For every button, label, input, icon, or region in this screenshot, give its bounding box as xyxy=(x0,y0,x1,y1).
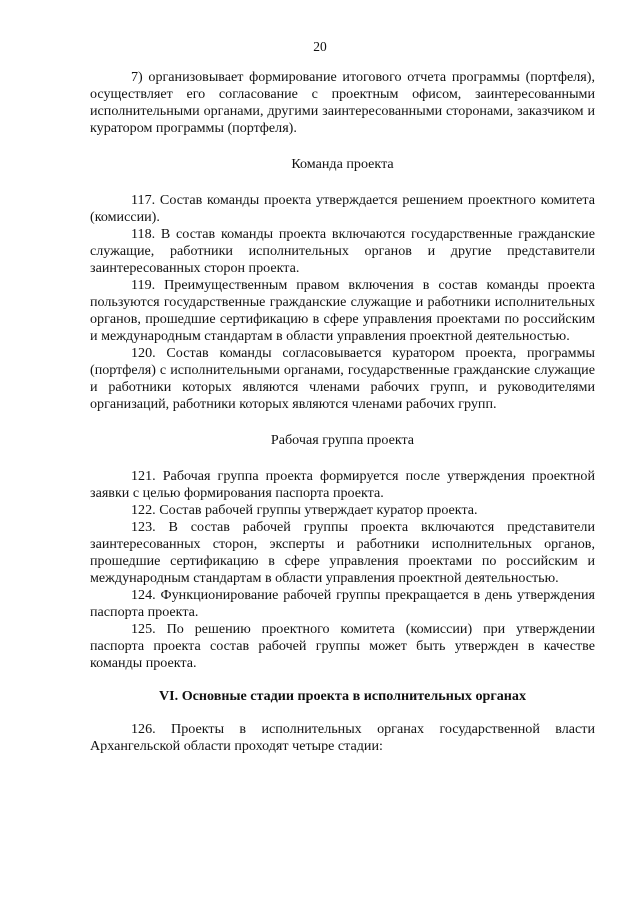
paragraph-118: 118. В состав команды проекта включаются государственные гражданские служащие, работники исполнительных органов и другие представители заинтересованных сторон проекта. xyxy=(90,226,595,276)
paragraph-120: 120. Состав команды согласовывается куратором проекта, программы (портфеля) с исполнительными органами, государственные гражданские служащие и работники которых являются членами рабочих групп, и руководителями организаций, работники которых являются членами рабочих групп. xyxy=(90,345,595,412)
paragraph-119: 119. Преимущественным правом включения в состав команды проекта пользуются государственные гражданские служащие и работники исполнительных органов, прошедшие сертификацию в сфере управления проектами по российским и международным стандартам в области управления проектной деятельностью. xyxy=(90,277,595,344)
paragraph-117: 117. Состав команды проекта утверждается решением проектного комитета (комиссии). xyxy=(90,192,595,225)
heading-project-workgroup: Рабочая группа проекта xyxy=(270,432,415,448)
paragraph-item-7: 7) организовывает формирование итогового отчета программы (портфеля), осуществляет его согласование с проектным офисом, заинтересованными исполнительными органами, другими заинтересованными сторонами, заказчиком и куратором программы (портфеля). xyxy=(90,69,595,136)
document-body xyxy=(90,69,595,755)
paragraph-124: 124. Функционирование рабочей группы прекращается в день утверждения паспорта проекта. xyxy=(90,587,595,620)
paragraph-121: 121. Рабочая группа проекта формируется после утверждения проектной заявки с целью формирования паспорта проекта. xyxy=(90,468,595,501)
paragraph-123: 123. В состав рабочей группы проекта включаются представители заинтересованных сторон, эксперты и работники исполнительных органов, прошедшие сертификацию в сфере управления проектами по российским и международным стандартам в области управления проектной деятельностью. xyxy=(90,519,595,586)
paragraph-122: 122. Состав рабочей группы утверждает куратор проекта. xyxy=(131,502,478,518)
heading-project-team: Команда проекта xyxy=(291,156,394,172)
heading-section-vi: VI. Основные стадии проекта в исполнительных органах xyxy=(158,688,526,704)
paragraph-126: 126. Проекты в исполнительных органах государственной власти Архангельской области проходят четыре стадии: xyxy=(90,721,595,754)
page-number: 20 xyxy=(313,39,327,54)
paragraph-125: 125. По решению проектного комитета (комиссии) при утверждении паспорта проекта состав рабочей группы может быть утвержден в качестве команды проекта. xyxy=(90,621,595,671)
